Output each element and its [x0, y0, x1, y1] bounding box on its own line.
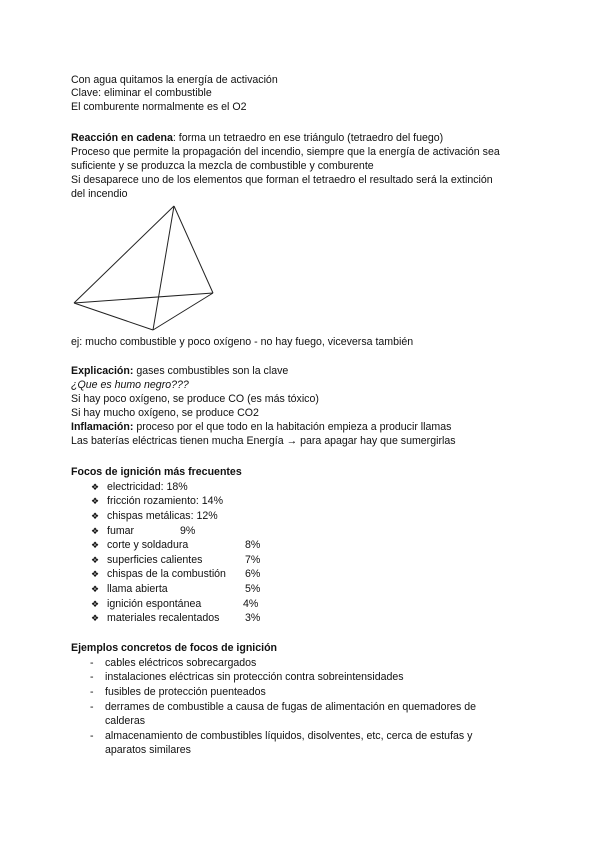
- list-item-percent: 9%: [180, 525, 196, 537]
- dash-bullet-icon: -: [90, 701, 94, 713]
- dash-bullet-icon: -: [90, 671, 94, 683]
- diamond-bullet-icon: ❖: [90, 511, 100, 521]
- diamond-bullet-icon: ❖: [90, 526, 100, 536]
- list-item-label: chispas metálicas: 12%: [107, 510, 218, 522]
- chain-reaction-definition: : forma un tetraedro en ese triángulo (tetraedro del fuego): [172, 132, 444, 144]
- text-line: suficiente y se produzca la mezcla de combustible y comburente: [71, 160, 374, 172]
- list-item-label: corte y soldadura: [107, 539, 189, 551]
- inflammation-line: [71, 420, 451, 434]
- explanation-line: [71, 364, 288, 378]
- explanation-text: gases combustibles son la clave: [133, 365, 289, 377]
- list-item-label: llama abierta: [107, 583, 168, 595]
- figure-caption: ej: mucho combustible y poco oxígeno - no hay fuego, viceversa también: [71, 336, 414, 348]
- diamond-bullet-icon: ❖: [90, 482, 100, 492]
- ignition-sources-heading: Focos de ignición más frecuentes: [71, 466, 242, 478]
- inflammation-label: Inflamación:: [71, 421, 134, 433]
- list-item-label: fumar: [107, 525, 135, 537]
- list-item-label: instalaciones eléctricas sin protección contra sobreintensidades: [105, 671, 404, 683]
- dash-bullet-icon: -: [90, 730, 94, 742]
- diamond-bullet-icon: ❖: [90, 599, 100, 609]
- examples-heading: Ejemplos concretos de focos de ignición: [71, 642, 278, 654]
- text-line: El comburente normalmente es el O2: [71, 101, 247, 113]
- diamond-bullet-icon: ❖: [90, 555, 100, 565]
- list-item-label: ignición espontánea: [107, 598, 202, 610]
- list-item-label: almacenamiento de combustibles líquidos, disolventes, etc, cerca de estufas y: [105, 730, 473, 742]
- inflammation-text: proceso por el que todo en la habitación empieza a producir llamas: [133, 421, 452, 433]
- dash-bullet-icon: -: [90, 686, 94, 698]
- text-line: Clave: eliminar el combustible: [71, 87, 212, 99]
- text-line: del incendio: [71, 188, 128, 200]
- diamond-bullet-icon: ❖: [90, 613, 100, 623]
- list-item-percent: 7%: [245, 554, 261, 566]
- list-item-label: superficies calientes: [107, 554, 203, 566]
- list-item-label: electricidad: 18%: [107, 481, 188, 493]
- list-item-label: derrames de combustible a causa de fugas de alimentación en quemadores de: [105, 701, 477, 713]
- explanation-label: Explicación:: [71, 365, 134, 377]
- list-item-percent: 4%: [243, 598, 259, 610]
- list-item-percent: 3%: [245, 612, 261, 624]
- question-line: ¿Que es humo negro???: [71, 379, 189, 391]
- diamond-bullet-icon: ❖: [90, 540, 100, 550]
- diamond-bullet-icon: ❖: [90, 569, 100, 579]
- list-item-label: cables eléctricos sobrecargados: [105, 657, 257, 669]
- list-item-label: materiales recalentados: [107, 612, 220, 624]
- list-item-percent: 6%: [245, 568, 261, 580]
- list-item-percent: 5%: [245, 583, 261, 595]
- diamond-bullet-icon: ❖: [90, 584, 100, 594]
- text-line: Con agua quitamos la energía de activación: [71, 74, 278, 86]
- batteries-line: Las baterías eléctricas tienen mucha Energía → para apagar hay que sumergirlas: [71, 435, 456, 447]
- list-item-label: fricción rozamiento: 14%: [107, 495, 223, 507]
- text-line: Si desaparece uno de los elementos que forman el tetraedro el resultado será la extinción: [71, 174, 493, 186]
- chain-reaction-label: Reacción en cadena: [71, 132, 173, 144]
- list-item-label-continued: calderas: [105, 715, 146, 727]
- list-item-label-continued: aparatos similares: [105, 744, 191, 756]
- list-item-label: fusibles de protección puenteados: [105, 686, 266, 698]
- text-line: Si hay poco oxígeno, se produce CO (es más tóxico): [71, 393, 319, 405]
- text-line: Si hay mucho oxígeno, se produce CO2: [71, 407, 259, 419]
- dash-bullet-icon: -: [90, 657, 94, 669]
- list-item-percent: 8%: [245, 539, 261, 551]
- list-item-label: chispas de la combustión: [107, 568, 226, 580]
- text-line: Proceso que permite la propagación del incendio, siempre que la energía de activación sea: [71, 146, 500, 158]
- diamond-bullet-icon: ❖: [90, 496, 100, 506]
